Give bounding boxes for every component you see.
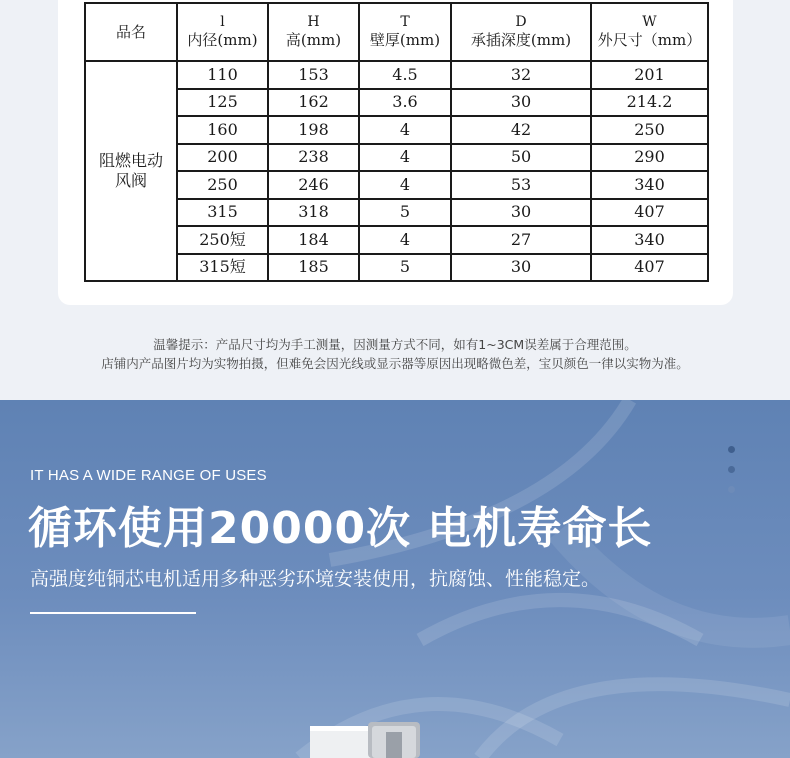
table-cell: 407 bbox=[591, 254, 708, 282]
table-cell: 407 bbox=[591, 199, 708, 227]
header-inner-diameter: l 内径(mm) bbox=[177, 3, 268, 61]
table-header-row bbox=[85, 3, 708, 61]
table-cell: 4.5 bbox=[359, 61, 451, 89]
table-cell: 250 bbox=[591, 116, 708, 144]
measurement-note: 温馨提示：产品尺寸均为手工测量，因测量方式不同，如有1~3CM误差属于合理范围。 bbox=[153, 337, 637, 352]
table-cell: 30 bbox=[451, 89, 591, 117]
dimension-table bbox=[84, 2, 709, 282]
color-disclaimer-note: 店铺内产品图片均为实物拍摄，但难免会因光线或显示器等原因出现略微色差，宝贝颜色一律以实物为准。 bbox=[101, 356, 689, 371]
table-row bbox=[85, 61, 708, 89]
table-cell: 42 bbox=[451, 116, 591, 144]
table-cell: 315短 bbox=[177, 254, 268, 282]
feature-banner bbox=[0, 400, 790, 758]
header-wall-thickness: T 壁厚(mm) bbox=[359, 3, 451, 61]
table-cell: 125 bbox=[177, 89, 268, 117]
table-cell: 162 bbox=[268, 89, 359, 117]
table-cell: 184 bbox=[268, 226, 359, 254]
english-tagline: IT HAS A WIDE RANGE OF USES bbox=[30, 467, 267, 484]
table-cell: 27 bbox=[451, 226, 591, 254]
table-cell: 32 bbox=[451, 61, 591, 89]
table-cell: 315 bbox=[177, 199, 268, 227]
product-name-cell: 阻燃电动风阀 bbox=[85, 61, 177, 281]
table-cell: 4 bbox=[359, 144, 451, 172]
table-cell: 340 bbox=[591, 171, 708, 199]
table-cell: 4 bbox=[359, 226, 451, 254]
table-cell: 250短 bbox=[177, 226, 268, 254]
header-outer-size: W 外尺寸（mm） bbox=[591, 3, 708, 61]
feature-subtitle: 高强度纯铜芯电机适用多种恶劣环境安装使用，抗腐蚀、性能稳定。 bbox=[30, 568, 601, 590]
table-cell: 246 bbox=[268, 171, 359, 199]
table-cell: 4 bbox=[359, 171, 451, 199]
table-cell: 318 bbox=[268, 199, 359, 227]
pagination-dot[interactable] bbox=[728, 486, 735, 493]
header-product-name: 品名 bbox=[85, 3, 177, 61]
pagination-dot[interactable] bbox=[728, 466, 735, 473]
table-row bbox=[85, 144, 708, 172]
table-row bbox=[85, 199, 708, 227]
table-row bbox=[85, 254, 708, 282]
table-cell: 3.6 bbox=[359, 89, 451, 117]
table-cell: 340 bbox=[591, 226, 708, 254]
table-cell: 110 bbox=[177, 61, 268, 89]
table-cell: 53 bbox=[451, 171, 591, 199]
table-row bbox=[85, 89, 708, 117]
table-cell: 201 bbox=[591, 61, 708, 89]
table-cell: 185 bbox=[268, 254, 359, 282]
pagination-dots bbox=[728, 446, 738, 506]
table-cell: 50 bbox=[451, 144, 591, 172]
damper-product-image bbox=[300, 718, 430, 758]
table-cell: 4 bbox=[359, 116, 451, 144]
table-row bbox=[85, 116, 708, 144]
table-cell: 5 bbox=[359, 199, 451, 227]
table-cell: 290 bbox=[591, 144, 708, 172]
pagination-dot[interactable] bbox=[728, 446, 735, 453]
table-cell: 250 bbox=[177, 171, 268, 199]
table-cell: 238 bbox=[268, 144, 359, 172]
table-cell: 160 bbox=[177, 116, 268, 144]
table-cell: 153 bbox=[268, 61, 359, 89]
table-cell: 30 bbox=[451, 254, 591, 282]
table-row bbox=[85, 226, 708, 254]
header-socket-depth: D 承插深度(mm) bbox=[451, 3, 591, 61]
header-height: H 高(mm) bbox=[268, 3, 359, 61]
feature-headline: 循环使用20000次 电机寿命长 bbox=[28, 503, 653, 554]
divider-line bbox=[30, 612, 196, 614]
table-cell: 5 bbox=[359, 254, 451, 282]
table-row bbox=[85, 171, 708, 199]
table-cell: 198 bbox=[268, 116, 359, 144]
table-cell: 214.2 bbox=[591, 89, 708, 117]
table-cell: 200 bbox=[177, 144, 268, 172]
table-cell: 30 bbox=[451, 199, 591, 227]
